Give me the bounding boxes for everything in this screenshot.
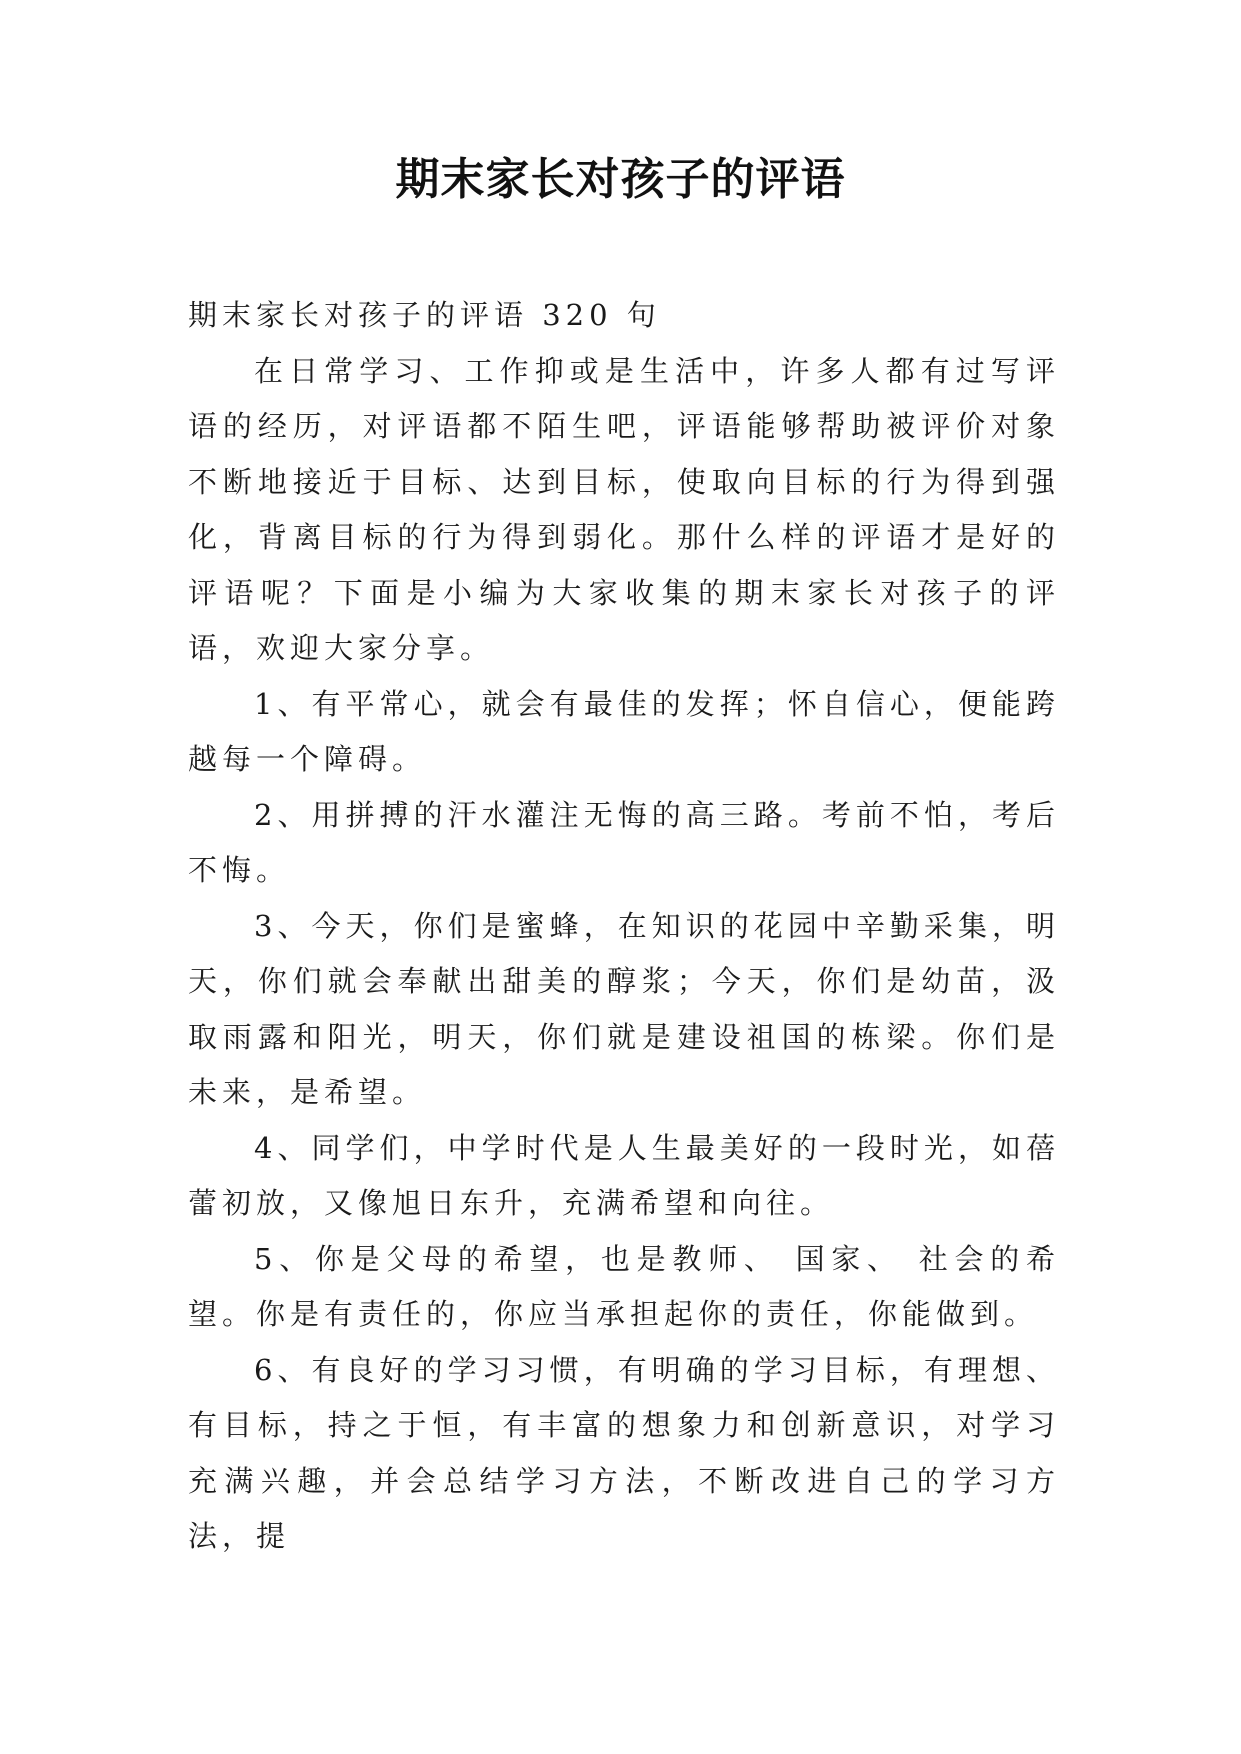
document-body [188, 288, 1060, 1565]
page-title: 期末家长对孩子的评语 [395, 154, 846, 205]
list-item: 2、用拼搏的汗水灌注无悔的高三路。考前不怕，考后不悔。 [188, 797, 1060, 887]
list-item: 6、有良好的学习习惯，有明确的学习目标，有理想、有目标，持之于恒，有丰富的想象力和创新意识，对学习充满兴趣，并会总结学习方法，不断改进自己的学习方法，提 [188, 1352, 1060, 1553]
intro-paragraph: 在日常学习、工作抑或是生活中，许多人都有过写评语的经历，对评语都不陌生吧，评语能够帮助被评价对象不断地接近于目标、达到目标，使取向目标的行为得到强化，背离目标的行为得到弱化。那什么样的评语才是好的评语呢？下面是小编为大家收集的期末家长对孩子的评语，欢迎大家分享。 [188, 353, 1060, 665]
list-item: 4、同学们，中学时代是人生最美好的一段时光，如蓓蕾初放，又像旭日东升，充满希望和向往。 [188, 1130, 1060, 1220]
list-item: 5、你是父母的希望，也是教师、 国家、 社会的希望。你是有责任的，你应当承担起你的责任，你能做到。 [188, 1241, 1060, 1331]
list-item: 3、今天，你们是蜜蜂，在知识的花园中辛勤采集，明天，你们就会奉献出甜美的醇浆；今天，你们是幼苗，汲取雨露和阳光，明天，你们就是建设祖国的栋梁。你们是未来，是希望。 [188, 908, 1060, 1109]
list-item: 1、有平常心，就会有最佳的发挥；怀自信心，便能跨越每一个障碍。 [188, 686, 1060, 776]
document-subtitle: 期末家长对孩子的评语 320 句 [188, 298, 661, 332]
